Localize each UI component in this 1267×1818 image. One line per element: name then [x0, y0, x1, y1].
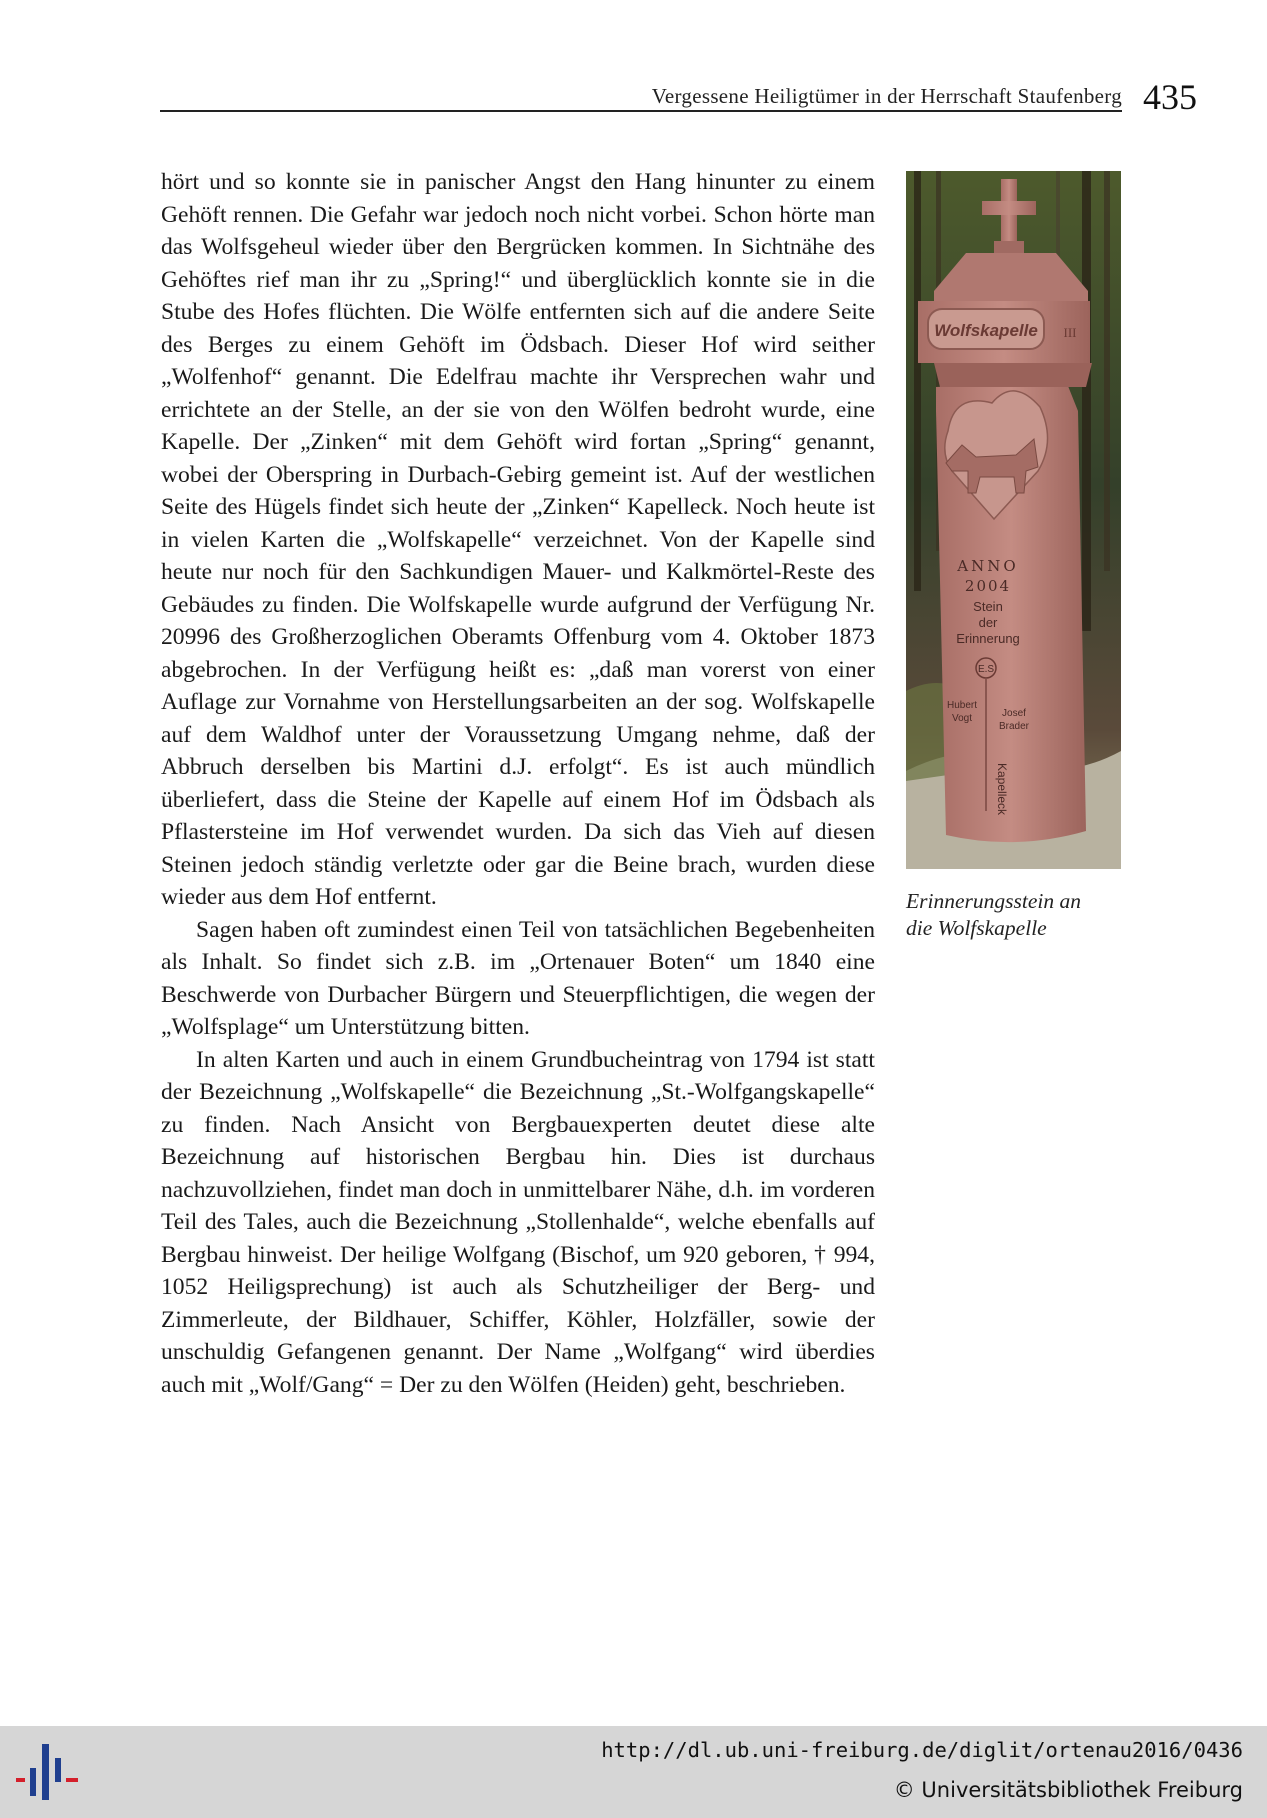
inscription-name: Josef — [1002, 708, 1026, 719]
paragraph: hört und so konnte sie in panischer Angst den Hang hinunter zu einem Gehöft rennen. Die Gefahr war jedoch noch nicht vorbei. Schon hörte man das Wolfsgeheul wieder über den Bergrücken kommen. In Sichtnähe des Gehöftes rief man ihr zu „Spring!“ und überglücklich konnte sie in die Stube des Hofes flüchten. Die Wölfe entfernten sich auf die andere Seite des Berges zu einem Gehöft im Ödsbach. Dieser Hof wird seither „Wolfenhof“ genannt. Die Edelfrau machte ihr Versprechen wahr und errichtete an der Stelle, an der sie von den Wölfen bedroht wurde, eine Kapelle. Der „Zinken“ mit dem Gehöft wird fortan „Spring“ genannt, wobei der Oberspring in Durbach-Gebirg gemeint ist. Auf der westlichen Seite des Hügels findet sich heute der „Zinken“ Kapelleck. Noch heute ist in vielen Karten die „Wolfskapelle“ verzeichnet. Von der Kapelle sind heute nur noch für den Sachkundigen Mauer- und Kalkmörtel-Reste des Gebäudes zu finden. Die Wolfskapelle wurde aufgrund der Verfügung Nr. 20996 des Großherzoglichen Oberamts Offenburg vom 4. Oktober 1873 abgebrochen. In der Verfügung heißt es: „daß man vorerst von einer Auflage zur Vornahme von Herstellungsarbeiten an der sog. Wolfskapelle auf dem Waldhof unter der Voraussetzung Umgang nehme, daß der Abbruch derselben bis Martini d.J. erfolgt“. Es ist auch mündlich überliefert, dass die Steine der Kapelle auf einem Hof im Ödsbach als Pflastersteine im Hof verwendet wurden. Da sich das Vieh auf diesen Steinen jedoch ständig verletzte oder gar die Beine brach, wurden diese wieder aus dem Hof entfernt. — [161, 169, 875, 910]
inscription-initials: E.S — [977, 664, 995, 675]
paragraph: In alten Karten und auch in einem Grundbucheintrag von 1794 ist statt der Bezeichnung „Wolfskapelle“ die Bezeichnung „St.-Wolfgangskapelle“ zu finden. Nach Ansicht von Bergbauexperten deutet diese alte Bezeichnung auf historischen Bergbau hin. Dies ist durchaus nachzuvollziehen, findet man doch in unmittelbarer Nähe, d.h. im vorderen Teil des Tales, auch die Bezeichnung „Stollenhalde“, welche ebenfalls auf Bergbau hinweist. Der heilige Wolfgang (Bischof, um 920 geboren, † 994, 1052 Heiligsprechung) ist auch als Schutzheiliger der Berg- und Zimmerleute, der Bildhauer, Schiffer, Köhler, Holzfäller, sowie der unschuldig Gefangenen genannt. Der Name „Wolfgang“ wird überdies auch mit „Wolf/Gang“ = Der zu den Wölfen (Heiden) geht, beschrieben. — [161, 1046, 875, 1398]
stone-roman-numeral: III — [1063, 325, 1077, 340]
memorial-stone-photo — [906, 171, 1121, 869]
inscription-year: 2004 — [964, 577, 1012, 595]
running-header — [160, 74, 1122, 112]
inscription-anno: ANNO — [957, 557, 1019, 575]
inscription-vertical: Kapelleck — [995, 763, 1009, 816]
inscription-name: Hubert — [946, 700, 978, 711]
inscription-der: der — [978, 615, 998, 630]
copyright-notice: © Universitätsbibliothek Freiburg — [893, 1778, 1243, 1802]
library-logo-icon — [16, 1740, 80, 1804]
inscription-name: Brader — [998, 721, 1030, 732]
running-title: Vergessene Heiligtümer in der Herrschaft Staufenberg — [651, 84, 1122, 108]
inscription-name: Vogt — [951, 713, 973, 724]
caption-line: die Wolfskapelle — [906, 916, 1047, 940]
source-url-link[interactable]: http://dl.ub.uni-freiburg.de/diglit/ortenau2016/0436 — [601, 1738, 1243, 1762]
inscription-erinnerung: Erinnerung — [956, 631, 1020, 646]
page-number: 435 — [1143, 77, 1197, 117]
figure-caption — [906, 888, 1136, 942]
inscription-stein: Stein — [973, 599, 1003, 614]
body-text — [161, 166, 875, 1401]
caption-line: Erinnerungsstein an — [906, 889, 1081, 913]
stone-sign-text: Wolfskapelle — [934, 321, 1038, 340]
footer-bar — [0, 1726, 1267, 1818]
paragraph: Sagen haben oft zumindest einen Teil von tatsächlichen Begebenheiten als Inhalt. So findet sich z.B. im „Ortenauer Boten“ um 1840 eine Beschwerde von Durbacher Bürgern und Steuerpflichtigen, die wegen der „Wolfsplage“ um Unterstützung bitten. — [161, 916, 875, 1040]
